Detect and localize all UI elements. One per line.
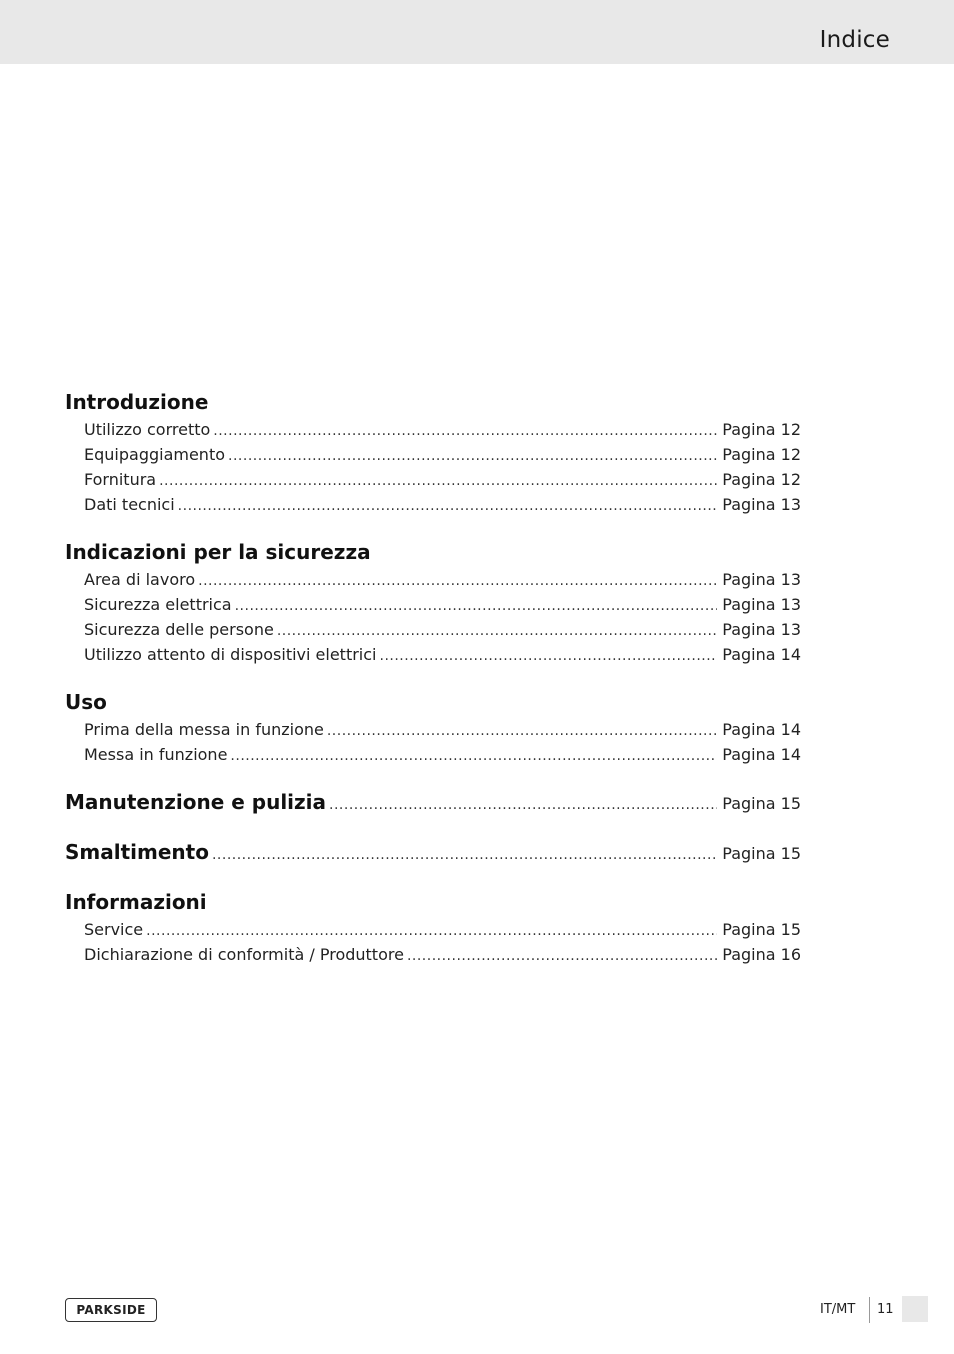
entry-label: Utilizzo attento di dispositivi elettrici xyxy=(84,645,377,664)
toc-entry[interactable] xyxy=(65,417,801,442)
header-band xyxy=(0,0,954,64)
entry-label: Prima della messa in funzione xyxy=(84,720,324,739)
dot-leader xyxy=(380,642,718,669)
entry-page: Pagina 16 xyxy=(722,945,801,964)
toc-entry[interactable] xyxy=(65,742,801,767)
entry-label: Area di lavoro xyxy=(84,570,196,589)
section-title: Smaltimento xyxy=(65,840,209,864)
entry-label: Dichiarazione di conformità / Produttore xyxy=(84,945,404,964)
toc-section-uso xyxy=(65,687,801,767)
entry-label: Messa in funzione xyxy=(84,745,228,764)
toc-entry[interactable] xyxy=(65,942,801,967)
entry-page: Pagina 12 xyxy=(722,445,801,464)
dot-leader xyxy=(178,492,718,519)
entry-page: Pagina 13 xyxy=(722,495,801,514)
dot-leader xyxy=(327,717,717,744)
page-title: Indice xyxy=(819,27,890,53)
entry-label: Sicurezza delle persone xyxy=(84,620,274,639)
entry-page: Pagina 14 xyxy=(722,720,801,739)
dot-leader xyxy=(277,617,717,644)
entry-page: Pagina 12 xyxy=(722,470,801,489)
section-title: Uso xyxy=(65,690,107,714)
toc-section-informazioni xyxy=(65,887,801,967)
table-of-contents xyxy=(65,387,801,967)
entry-page: Pagina 15 xyxy=(722,794,801,813)
dot-leader xyxy=(235,592,718,619)
toc-entry[interactable] xyxy=(65,617,801,642)
section-title: Informazioni xyxy=(65,890,207,914)
toc-entry[interactable] xyxy=(65,642,801,667)
toc-entry[interactable] xyxy=(65,592,801,617)
dot-leader xyxy=(213,417,717,444)
entry-page: Pagina 15 xyxy=(722,920,801,939)
dot-leader xyxy=(198,567,717,594)
parkside-logo: PARKSIDE xyxy=(65,1298,157,1322)
dot-leader xyxy=(146,917,717,944)
section-title: Manutenzione e pulizia xyxy=(65,790,327,814)
toc-entry[interactable] xyxy=(65,442,801,467)
section-gap xyxy=(65,867,801,887)
page-number: 11 xyxy=(877,1302,894,1317)
entry-label: Utilizzo corretto xyxy=(84,420,211,439)
entry-page: Pagina 14 xyxy=(722,645,801,664)
entry-page: Pagina 12 xyxy=(722,420,801,439)
language-code: IT/MT xyxy=(820,1302,856,1317)
dot-leader xyxy=(159,467,717,494)
section-gap xyxy=(65,817,801,837)
entry-label: Service xyxy=(84,920,144,939)
toc-section-manutenzione[interactable] xyxy=(65,787,801,817)
section-gap xyxy=(65,767,801,787)
entry-page: Pagina 14 xyxy=(722,745,801,764)
toc-entry[interactable] xyxy=(65,717,801,742)
dot-leader xyxy=(228,442,717,469)
section-gap xyxy=(65,667,801,687)
section-gap xyxy=(65,517,801,537)
toc-section-smaltimento[interactable] xyxy=(65,837,801,867)
footer-tab-marker xyxy=(902,1296,928,1322)
entry-page: Pagina 13 xyxy=(722,595,801,614)
dot-leader xyxy=(230,742,717,769)
entry-label: Sicurezza elettrica xyxy=(84,595,232,614)
entry-label: Dati tecnici xyxy=(84,495,175,514)
entry-label: Equipaggiamento xyxy=(84,445,226,464)
toc-entry[interactable] xyxy=(65,467,801,492)
entry-page: Pagina 13 xyxy=(722,620,801,639)
toc-entry[interactable] xyxy=(65,917,801,942)
footer-divider xyxy=(869,1297,870,1323)
toc-entry[interactable] xyxy=(65,492,801,517)
dot-leader xyxy=(212,839,717,870)
dot-leader xyxy=(329,789,717,820)
toc-section-sicurezza xyxy=(65,537,801,667)
section-title: Introduzione xyxy=(65,390,209,414)
entry-page: Pagina 15 xyxy=(722,844,801,863)
section-title: Indicazioni per la sicurezza xyxy=(65,540,371,564)
toc-section-introduzione xyxy=(65,387,801,517)
toc-entry[interactable] xyxy=(65,567,801,592)
entry-label: Fornitura xyxy=(84,470,157,489)
dot-leader xyxy=(407,942,717,969)
entry-page: Pagina 13 xyxy=(722,570,801,589)
